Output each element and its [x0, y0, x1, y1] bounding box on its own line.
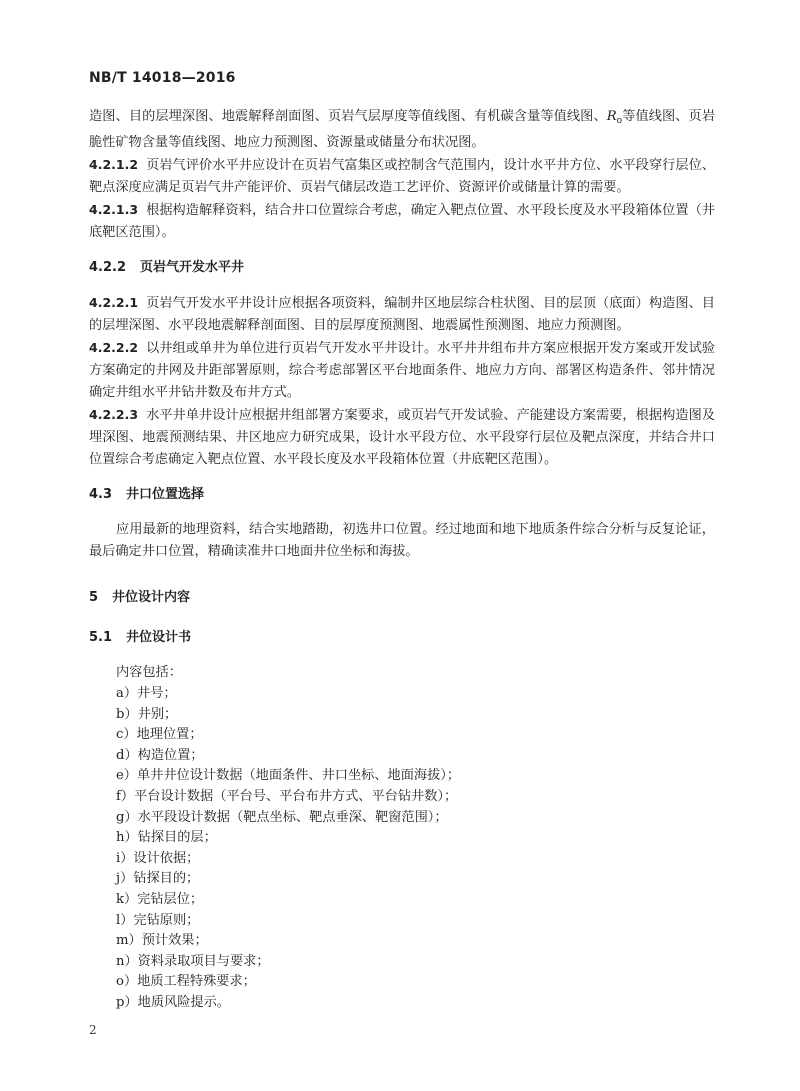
heading-title: 井位设计内容 [112, 590, 191, 605]
clause-number: 4.2.2.2 [89, 340, 139, 355]
list-item: k）完钻层位； [116, 891, 204, 907]
list-item: l）完钻原则； [116, 912, 200, 928]
clause-number: 4.2.2.3 [89, 407, 139, 422]
clause-text: 根据构造解释资料，结合井口位置综合考虑，确定入靶点位置、水平段长度及水平段箱体位置（井底靶区范围）。 [89, 203, 715, 240]
paragraph-43: 应用最新的地理资料，结合实地踏勘，初选井口位置。经过地面和地下地质条件综合分析与反复论证，最后确定井口位置，精确读准井口地面井位坐标和海拔。 [89, 522, 715, 559]
section-heading-5 [89, 587, 715, 609]
list-item: j）钻探目的； [116, 871, 200, 887]
clause-number: 4.2.2.1 [89, 295, 139, 310]
list-item: h）钻探目的层； [116, 830, 217, 846]
list-item: p）地质风险提示。 [116, 994, 230, 1010]
list-item: o）地质工程特殊要求； [116, 974, 256, 990]
clause-number: 4.2.1.3 [89, 202, 139, 217]
page-body [89, 106, 715, 1014]
section-heading-422 [89, 257, 715, 279]
list-item: b）井别； [116, 706, 178, 722]
intro-text-a: 造图、目的层埋深图、地震解释剖面图、页岩气层厚度等值线图、有机碳含量等值线图、 [89, 109, 607, 124]
clause-4221 [89, 292, 715, 337]
list-item: c）地理位置； [116, 727, 203, 743]
clause-4213 [89, 199, 715, 244]
clause-text: 以井组或单井为单位进行页岩气开发水平井设计。水平井井组布井方案应根据开发方案或开发试验方案确定的井网及井距部署原则，综合考虑部署区平台地面条件、地应力方向、部署区构造条件、邻井情况确定井组水平井钻井数及布井方式。 [89, 341, 715, 400]
heading-number: 5.1 [89, 630, 113, 645]
list-item: n）资料录取项目与要求； [116, 953, 270, 969]
clause-text: 水平井单井设计应根据井组部署方案要求，或页岩气开发试验、产能建设方案需要，根据构造图及埋深图、地震预测结果、井区地应力研究成果，设计水平段方位、水平段穿行层位及靶点深度，并结合井口位置综合考虑确定入靶点位置、水平段长度及水平段箱体位置（井底靶区范围）。 [89, 408, 715, 467]
content-list [89, 684, 715, 1014]
clause-text: 页岩气评价水平井应设计在页岩气富集区或控制含气范围内，设计水平井方位、水平段穿行层位、靶点深度应满足页岩气井产能评价、页岩气储层改造工艺评价、资源评价或储量计算的需要。 [89, 158, 715, 195]
clause-4222 [89, 337, 715, 404]
list-item: e）单井井位设计数据（地面条件、井口坐标、地面海拔）； [116, 768, 461, 784]
list-item: i）设计依据； [116, 850, 200, 866]
heading-number: 4.2.2 [89, 260, 127, 275]
heading-title: 井位设计书 [126, 630, 192, 645]
clause-4223 [89, 404, 715, 471]
section-heading-43 [89, 484, 715, 506]
r-subscript: o [616, 116, 623, 126]
heading-number: 5 [89, 590, 99, 605]
heading-number: 4.3 [89, 487, 113, 502]
page-number: 2 [89, 1023, 97, 1037]
paragraph-51-intro: 内容包括： [116, 665, 182, 680]
heading-title: 井口位置选择 [126, 487, 205, 502]
clause-text: 页岩气开发水平井设计应根据各项资料，编制井区地层综合柱状图、目的层顶（底面）构造图、目的层埋深图、水平段地震解释剖面图、目的层厚度预测图、地震属性预测图、地应力预测图。 [89, 296, 715, 333]
intro-text-b: 等值线图、页岩脆性矿物含量等值线图、地应力预测图、资源量或储量分布状况图。 [89, 109, 716, 150]
list-item: f）平台设计数据（平台号、平台布井方式、平台钻井数）； [116, 788, 458, 804]
heading-title: 页岩气开发水平井 [140, 260, 245, 275]
intro-paragraph [89, 106, 715, 154]
list-item: a）井号； [116, 686, 177, 701]
list-item: m）预计效果； [116, 933, 208, 949]
list-item: g）水平段设计数据（靶点坐标、靶点垂深、靶窗范围）； [116, 809, 448, 825]
clause-number: 4.2.1.2 [89, 157, 139, 172]
r-symbol: R [606, 109, 617, 124]
list-item: d）构造位置； [116, 747, 204, 763]
section-heading-51 [89, 627, 715, 649]
clause-4212 [89, 154, 715, 199]
document-code-header: NB/T 14018—2016 [89, 70, 236, 86]
